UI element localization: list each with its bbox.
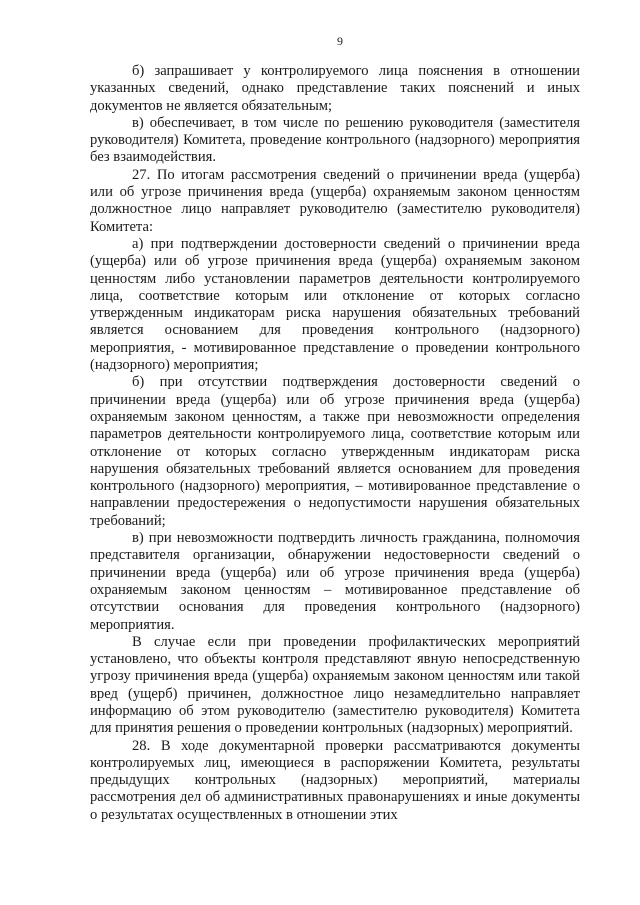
paragraph-27: 27. По итогам рассмотрения сведений о причинении вреда (ущерба) или об угрозе причинения вреда (ущерба) охраняемым законом ценностям должностное лицо направляет руководителю (заместителю руководителя) Комитета: [90, 166, 580, 235]
paragraph-27-b: б) при отсутствии подтверждения достоверности сведений о причинении вреда (ущерба) или об угрозе причинения вреда (ущерба) охраняемым законом ценностям, а также при невозможности определения параметров деятельности контролируемого лица, соответствие которым или отклонение от которых согласно утвержденным индикаторам риска нарушения обязательных требований является основанием для проведения контрольного (надзорного) мероприятия, – мотивированное представление о направлении предостережения о недопустимости нарушения обязательных требований; [90, 374, 580, 529]
paragraph-b-explanations: б) запрашивает у контролируемого лица пояснения в отношении указанных сведений, однако представление таких пояснений и иных документов не является обязательным; [90, 63, 580, 114]
page-number: 9 [337, 34, 343, 48]
paragraph-27-v: в) при невозможности подтвердить личность гражданина, полномочия представителя организации, обнаружении недостоверности сведений о причинении вреда (ущерба) или об угрозе причинения вреда (ущерба) охраняемым законом ценностям – мотивированное представление об отсутствии основания для проведения контрольного (надзорного) мероприятия. [90, 530, 580, 633]
paragraph-27-a: а) при подтверждении достоверности сведений о причинении вреда (ущерба) или об угрозе причинения вреда (ущерба) охраняемым законом ценностям либо установлении параметров деятельности контролируемого лица, соответствие которым или отклонение от которых согласно утвержденным индикаторам риска нарушения обязательных требований является основанием для проведения контрольного (надзорного) мероприятия, - мотивированное представление о проведении контрольного (надзорного) мероприятия; [90, 235, 580, 374]
paragraph-v-no-interaction: в) обеспечивает, в том числе по решению руководителя (заместителя руководителя) Комитета, проведение контрольного (надзорного) мероприятия без взаимодействия. [90, 114, 580, 166]
paragraph-28: 28. В ходе документарной проверки рассматриваются документы контролируемых лиц, имеющиеся в распоряжении Комитета, результаты предыдущих контрольных (надзорных) мероприятий, материалы рассмотрения дел об административных правонарушениях и иные документы о результатах осуществленных в отношении этих [90, 737, 580, 823]
paragraph-prevention-case: В случае если при проведении профилактических мероприятий установлено, что объекты контроля представляют явную непосредственную угрозу причинения вреда (ущерба) охраняемым законом ценностям или такой вред (ущерб) причинен, должностное лицо незамедлительно направляет информацию об этом руководителю (заместителю руководителя) Комитета для принятия решения о проведении контрольных (надзорных) мероприятий. [90, 633, 580, 737]
